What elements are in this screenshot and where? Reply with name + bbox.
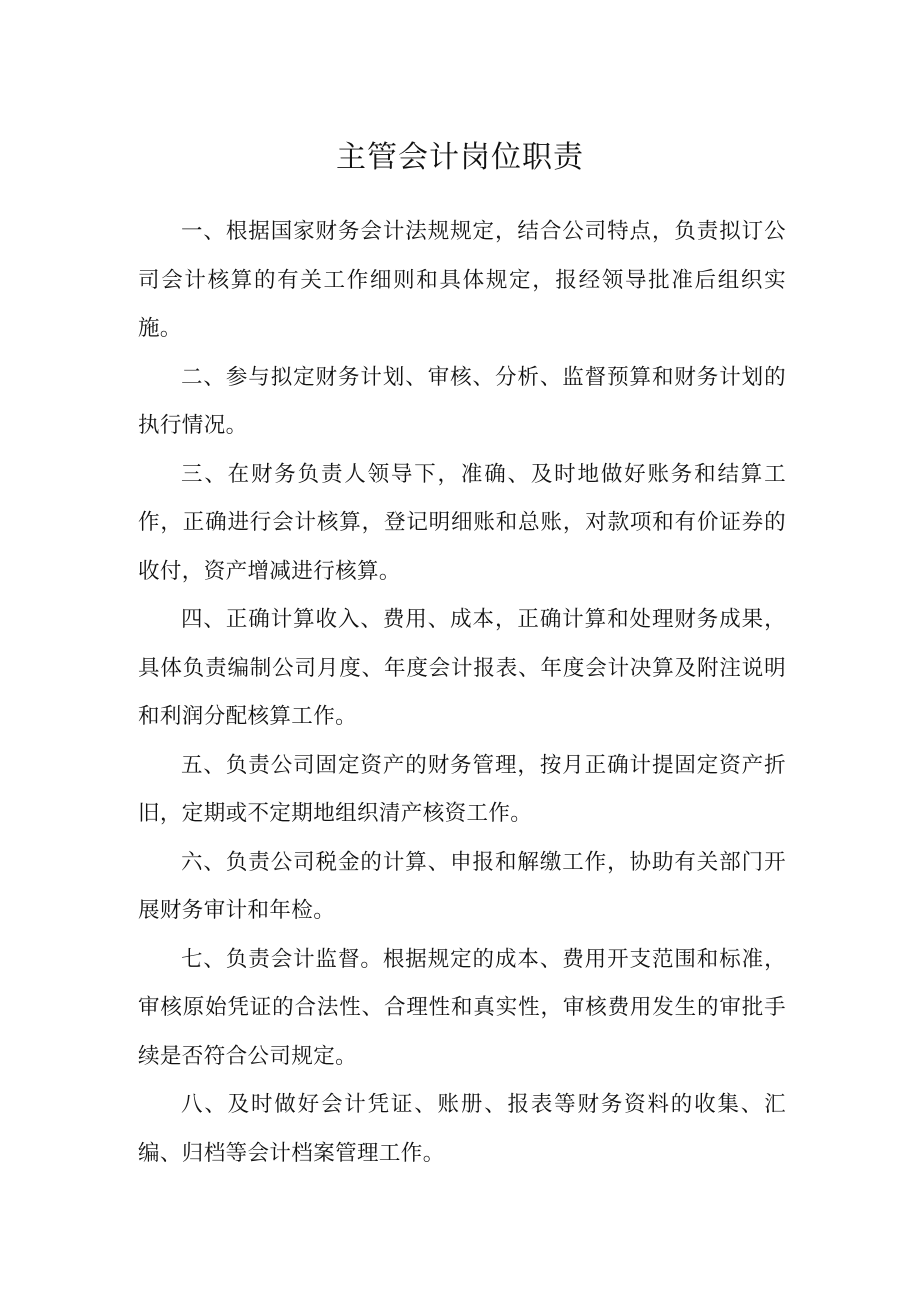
duty-paragraph-4: 四、正确计算收入、费用、成本，正确计算和处理财务成果，具体负责编制公司月度、年度会计报表、年度会计决算及附注说明和利润分配核算工作。 — [138, 607, 786, 729]
duty-paragraph-3: 三、在财务负责人领导下，准确、及时地做好账务和结算工作，正确进行会计核算，登记明细账和总账，对款项和有价证券的收付，资产增减进行核算。 — [138, 461, 786, 584]
duty-paragraph-8: 八、及时做好会计凭证、账册、报表等财务资料的收集、汇编、归档等会计档案管理工作。 — [138, 1092, 786, 1166]
page-title: 主管会计岗位职责 — [336, 140, 584, 175]
duty-paragraph-6: 六、负责公司税金的计算、申报和解缴工作，协助有关部门开展财务审计和年检。 — [138, 849, 786, 923]
duty-paragraph-2: 二、参与拟定财务计划、审核、分析、监督预算和财务计划的执行情况。 — [138, 364, 786, 438]
duty-paragraph-7: 七、负责会计监督。根据规定的成本、费用开支范围和标准，审核原始凭证的合法性、合理性和真实性，审核费用发生的审批手续是否符合公司规定。 — [138, 946, 786, 1069]
document-body — [138, 208, 786, 1178]
duty-paragraph-5: 五、负责公司固定资产的财务管理，按月正确计提固定资产折旧，定期或不定期地组织清产核资工作。 — [138, 752, 786, 826]
duty-paragraph-1: 一、根据国家财务会计法规规定，结合公司特点，负责拟订公司会计核算的有关工作细则和具体规定，报经领导批准后组织实施。 — [138, 219, 786, 341]
